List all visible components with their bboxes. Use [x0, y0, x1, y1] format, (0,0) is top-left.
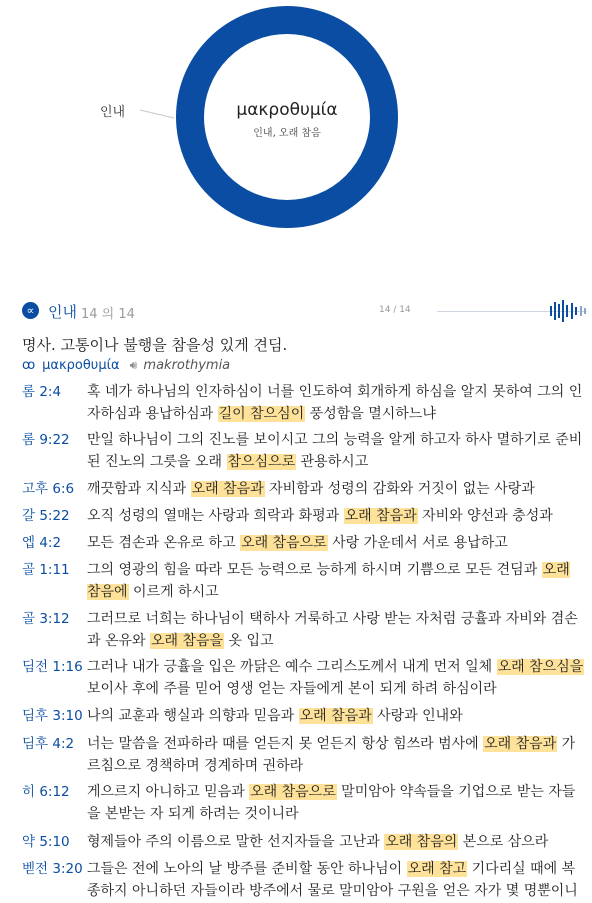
verse-text [87, 559, 587, 603]
verse-highlight: 오래 참음과 [484, 736, 557, 752]
verse-highlight: 오래 참음의 [385, 834, 458, 850]
verse-text-after: 사랑 가운데서 서로 용납하고 [327, 535, 508, 551]
verse-text [87, 733, 587, 777]
results-header [22, 300, 588, 322]
verse-highlight: 참으심으로 [227, 454, 296, 470]
verse-highlight: 오래 참으심을 [497, 659, 584, 675]
verse-text-after: 보이사 후에 주를 믿어 영생 얻는 자들에게 본이 되게 하려 하심이라 [87, 681, 497, 697]
verse-reference-link[interactable]: 고후 6:6 [22, 481, 75, 497]
greek-link-icon: ꝏ [22, 358, 36, 373]
verse-text-before: 그들은 전에 노아의 날 방주를 준비할 동안 하나님이 [87, 861, 407, 877]
verse-text [87, 429, 587, 473]
speaker-icon[interactable]: 🔊︎ [129, 358, 138, 372]
verse-text [87, 505, 587, 527]
verse-text [87, 705, 587, 727]
greek-word[interactable]: μακροθυμία [42, 358, 120, 373]
verse-text [87, 608, 587, 652]
verse-text [87, 656, 587, 700]
verse-text-after: 기다리실 때에 복종하지 아니하던 자들이라 방주에서 물로 말미암아 구원을 얻은 자가 몇 명뿐이니 [87, 861, 578, 899]
verse-highlight: 오래 참음을 [151, 633, 224, 649]
chart-slice-label: 인내 [100, 105, 126, 120]
verse-reference-link[interactable]: 롬 2:4 [22, 384, 62, 400]
verse-reference-link[interactable]: 딤후 4:2 [22, 736, 75, 752]
verse-reference-link[interactable]: 벧전 3:20 [22, 861, 83, 877]
verse-text-before: 그의 영광의 힘을 따라 모든 능력으로 능하게 하시며 기쁨으로 모든 견딤과 [87, 562, 542, 578]
verse-text [87, 381, 587, 425]
verse-text-after: 사랑과 인내와 [372, 708, 463, 724]
verse-text-before: 오직 성령의 열매는 사랑과 희락과 화평과 [87, 508, 344, 524]
verse-text-before: 형제들아 주의 이름으로 말한 선지자들을 고난과 [87, 834, 385, 850]
verse-text-after: 풍성함을 멸시하느냐 [305, 406, 436, 422]
verse-highlight: 오래 참음과 [344, 508, 417, 524]
verse-text-after: 자비와 양선과 충성과 [417, 508, 553, 524]
verse-highlight: 오래 참음에 [87, 562, 570, 600]
search-word[interactable]: 인내 [48, 303, 77, 321]
verse-highlight: 길이 참으심이 [218, 406, 305, 422]
verse-text-after: 관용하시고 [296, 454, 369, 470]
verse-text-before: 만일 하나님이 그의 진노를 보이시고 그의 능력을 알게 하고자 하사 멸하기로 준비된 진노의 그릇을 오래 [87, 432, 583, 470]
verse-text-after: 가르침으로 경책하며 경계하며 권하라 [87, 736, 576, 774]
verse-highlight: 오래 참음과 [191, 481, 264, 497]
verse-text-after: 자비함과 성령의 감화와 거짓이 없는 사랑과 [264, 481, 535, 497]
verse-text [87, 858, 587, 902]
verse-text-before: 그러나 내가 긍휼을 입은 까닭은 예수 그리스도께서 내게 먼저 일체 [87, 659, 497, 675]
verse-reference-link[interactable]: 딤전 1:16 [22, 659, 83, 675]
verse-highlight: 오래 참고 [407, 861, 467, 877]
verse-text-before: 모든 겸손과 온유로 하고 [87, 535, 241, 551]
verse-reference-link[interactable]: 히 6:12 [22, 784, 70, 800]
verse-text-after: 옷 입고 [224, 633, 274, 649]
verse-text [87, 831, 587, 853]
verse-text [87, 781, 587, 825]
verse-text-before: 너는 말씀을 전파하라 때를 얻든지 못 얻든지 항상 힘쓰라 범사에 [87, 736, 484, 752]
verse-highlight: 오래 참음과 [299, 708, 372, 724]
callout-leader-line [140, 110, 174, 118]
verse-reference-link[interactable]: 골 1:11 [22, 562, 70, 578]
verse-text-after: 이르게 하시고 [128, 584, 219, 600]
verse-text-after: 본으로 삼으라 [458, 834, 549, 850]
chart-center-title: μακροθυμία [236, 100, 338, 120]
verse-reference-link[interactable]: 갈 5:22 [22, 508, 70, 524]
definition-text: 명사. 고통이나 불행을 참을성 있게 견딤. [22, 336, 288, 354]
proportional-icon: ∝ [22, 302, 39, 319]
greek-word-row [22, 358, 230, 378]
donut-chart [0, 0, 592, 292]
verse-highlight: 오래 참음으로 [250, 784, 336, 800]
verse-reference-link[interactable]: 약 5:10 [22, 834, 70, 850]
verse-text [87, 478, 587, 500]
verse-text-before: 게으르지 아니하고 믿음과 [87, 784, 250, 800]
verse-reference-link[interactable]: 엡 4:2 [22, 535, 62, 551]
verse-text-before: 그러므로 너희는 하나님이 택하사 거룩하고 사랑 받는 자처럼 긍휼과 자비와 겸손과 온유와 [87, 611, 578, 649]
transliteration: makrothymia [143, 358, 231, 373]
verse-reference-link[interactable]: 골 3:12 [22, 611, 70, 627]
verse-text [87, 532, 587, 554]
pager-indicator: 14 / 14 [379, 305, 411, 315]
verse-text-before: 나의 교훈과 행실과 의향과 믿음과 [87, 708, 299, 724]
verse-text-before: 혹 네가 하나님의 인자하심이 너를 인도하여 회개하게 하심을 알지 못하여 그의 인자하심과 용납하심과 [87, 384, 583, 422]
verse-text-before: 깨끗함과 지식과 [87, 481, 191, 497]
verse-reference-link[interactable]: 롬 9:22 [22, 432, 70, 448]
result-count: 14 의 14 [81, 307, 135, 322]
verse-text-after: 말미암아 약속들을 기업으로 받는 자들을 본받는 자 되게 하려는 것이니라 [87, 784, 576, 822]
verse-highlight: 오래 참음으로 [241, 535, 327, 551]
timeline-markers-icon[interactable] [550, 300, 590, 322]
verse-reference-link[interactable]: 딤후 3:10 [22, 708, 83, 724]
chart-center-subtitle: 인내, 오래 참음 [253, 128, 321, 139]
